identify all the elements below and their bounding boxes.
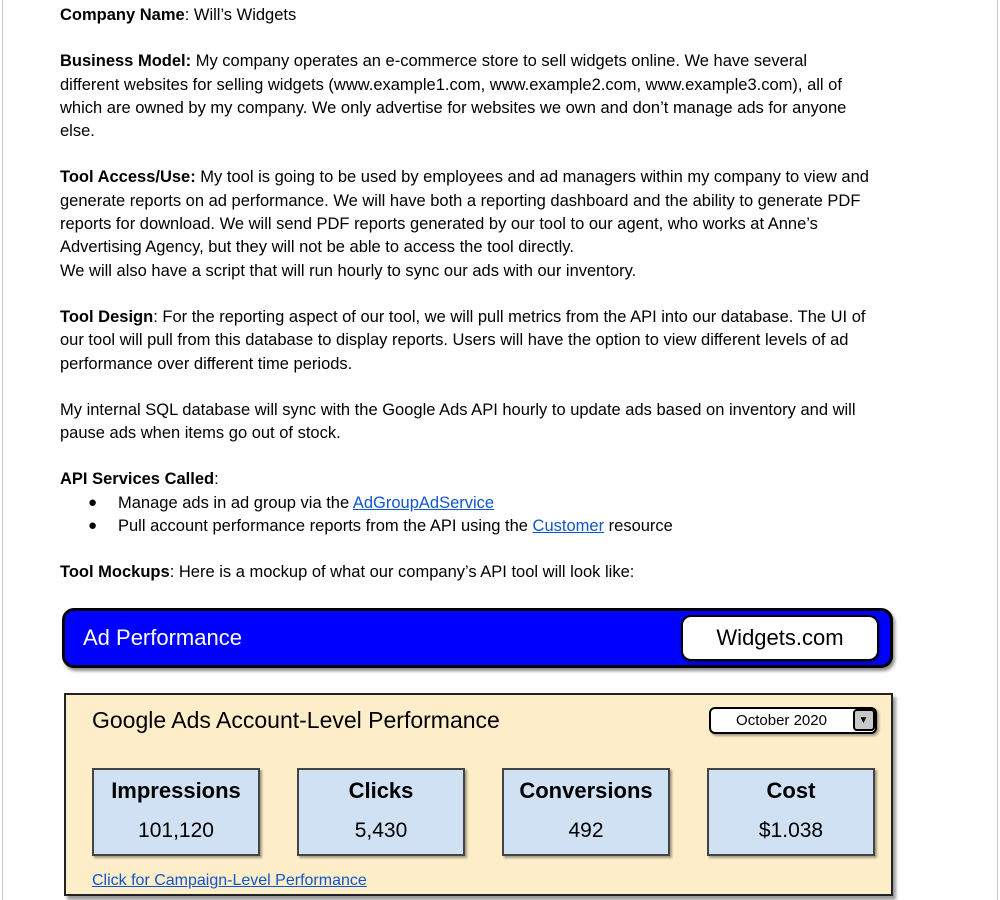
- metric-card: [92, 768, 260, 856]
- doc-line: [60, 166, 942, 189]
- mockup: [60, 608, 942, 896]
- doc-run: We will also have a script that will run hourly to sync our ads with our inventory.: [60, 261, 637, 280]
- doc-run: performance over different time periods.: [60, 354, 353, 373]
- metric-label: Impressions: [111, 777, 241, 803]
- doc-run: :: [214, 470, 219, 489]
- panel-title: Google Ads Account-Level Performance: [92, 706, 500, 733]
- site-button[interactable]: Widgets.com: [681, 615, 879, 661]
- doc-run: generate reports on ad performance. We will have both a reporting dashboard and the ability to generate PDF: [60, 191, 861, 210]
- metric-value: 492: [568, 818, 604, 842]
- doc-line: [60, 4, 942, 27]
- doc-run: : Here is a mockup of what our company’s API tool will look like:: [169, 563, 635, 582]
- doc-run: Company Name: [60, 6, 185, 24]
- doc-run: My tool is going to be used by employees and ad managers within my company to view and: [195, 168, 869, 187]
- metrics-panel: [64, 693, 893, 896]
- doc-run: Business Model:: [60, 52, 192, 71]
- doc-run: API Services Called: [60, 470, 215, 489]
- mockup-header-bar: [62, 608, 893, 668]
- doc-run: pause ads when items go out of stock.: [60, 424, 341, 443]
- paragraph-tool-design: [60, 306, 942, 376]
- doc-run: Manage ads in ad group via the: [118, 493, 353, 512]
- doc-line: [60, 353, 942, 376]
- doc-link[interactable]: Customer: [532, 517, 605, 536]
- doc-run: Tool Access/Use:: [60, 168, 196, 187]
- doc-run: reports for download. We will send PDF reports generated by our tool to our agent, who works at Anne’s: [60, 215, 818, 234]
- bullet-item: [60, 492, 942, 515]
- metric-card: [297, 768, 465, 856]
- doc-run: Pull account performance reports from the API using the: [118, 517, 533, 536]
- doc-line: [60, 74, 942, 97]
- paragraph-company-name: [60, 4, 942, 27]
- document-body: [60, 4, 942, 896]
- metric-value: 5,430: [354, 818, 408, 842]
- metric-label: Conversions: [519, 777, 653, 803]
- doc-run: : Will’s Widgets: [184, 6, 297, 24]
- bullet-icon: ●: [88, 517, 98, 535]
- doc-run: Tool Design: [60, 307, 154, 326]
- doc-run: resource: [604, 517, 673, 536]
- metric-label: Clicks: [348, 777, 414, 803]
- dropdown-arrow-button[interactable]: [853, 709, 875, 731]
- paragraph-sql-sync: [60, 399, 942, 446]
- doc-line: [60, 120, 942, 143]
- doc-line: [60, 213, 942, 236]
- doc-line: [60, 399, 942, 422]
- mockup-header-title: Ad Performance: [83, 624, 242, 650]
- doc-line: [60, 422, 942, 445]
- doc-run: which are owned by my company. We only advertise for websites we own and don’t manage ads for anyone: [60, 98, 847, 117]
- paragraph-tool-mockups: [60, 561, 942, 584]
- metric-card: [707, 768, 875, 856]
- doc-run: else.: [60, 122, 95, 141]
- metric-value: 101,120: [138, 818, 214, 842]
- paragraph-api-services-heading: [60, 468, 942, 491]
- doc-run: our tool will pull from this database to display reports. Users will have the option to view different levels of ad: [60, 331, 849, 350]
- period-dropdown[interactable]: [709, 707, 877, 734]
- doc-line: [60, 190, 942, 213]
- paragraph-tool-access-use: [60, 166, 942, 282]
- api-services-bullets: [60, 492, 942, 539]
- doc-run: My internal SQL database will sync with the Google Ads API hourly to update ads based on inventory and will: [60, 400, 856, 419]
- doc-line: [60, 50, 942, 73]
- paragraph-business-model: [60, 50, 942, 143]
- metric-value: $1.038: [758, 818, 824, 842]
- doc-line: [60, 561, 942, 584]
- campaign-link[interactable]: Click for Campaign-Level Performance: [92, 871, 367, 889]
- doc-run: different websites for selling widgets (www.example1.com, www.example2.com, www.example3.com), all of: [60, 75, 842, 94]
- doc-line: [60, 236, 942, 259]
- doc-run: Advertising Agency, but they will not be able to access the tool directly.: [60, 238, 574, 257]
- metric-card: [502, 768, 670, 856]
- bullet-item: [60, 515, 942, 538]
- period-value: October 2020: [736, 711, 827, 729]
- doc-run: Tool Mockups: [60, 563, 170, 582]
- doc-line: [60, 329, 942, 352]
- doc-run: : For the reporting aspect of our tool, we will pull metrics from the API into our database. The UI of: [153, 307, 866, 326]
- doc-line: [60, 468, 942, 491]
- doc-link[interactable]: AdGroupAdService: [352, 493, 495, 512]
- metrics-row: [92, 768, 891, 856]
- bullet-icon: ●: [88, 493, 98, 511]
- metric-label: Cost: [766, 777, 816, 803]
- doc-line: [60, 306, 942, 329]
- doc-run: My company operates an e-commerce store to sell widgets online. We have several: [191, 52, 808, 71]
- chevron-down-icon: ▼: [858, 714, 869, 726]
- doc-line: [60, 97, 942, 120]
- doc-line: [60, 260, 942, 283]
